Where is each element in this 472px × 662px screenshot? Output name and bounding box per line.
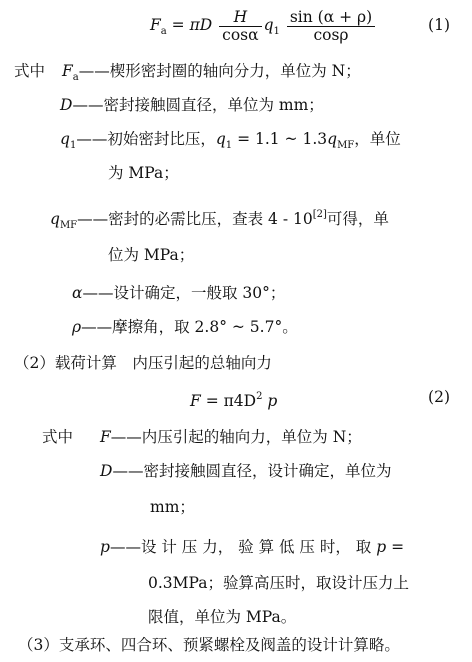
where1-item-D: D——密封接触圆直径，单位为 mm； bbox=[60, 96, 324, 114]
equation-2: $F = \pi 4D^2$ p bbox=[190, 391, 278, 410]
equation-1: $F_a = \pi D$ $\frac{H}{\cos\alpha}$ $q_1$ $\frac{\sin (\alpha + \rho)}{\cos\rho}$ bbox=[150, 4, 377, 53]
where2-label: 式中 bbox=[42, 428, 74, 446]
where1-item-alpha: α——设计确定，一般取 30°； bbox=[72, 284, 286, 302]
where2-item-p: p——设 计 压 力， 验 算 低 压 时， 取 p = bbox=[100, 538, 405, 556]
where1-item-q1-cont: 为 MPa； bbox=[108, 164, 179, 182]
where2-item-p-cont2: 限值，单位为 MPa。 bbox=[148, 608, 297, 626]
eq1-fraction-1: $\frac{H}{\cos\alpha}$ bbox=[219, 9, 261, 44]
where2-item-D-cont: mm； bbox=[150, 498, 195, 516]
where1-label: 式中 bbox=[14, 62, 46, 80]
where1-item-q1: $q_1——$初始密封比压，$q_1 = 1.1$ ~ $1.3q_{MF}$，单位 bbox=[60, 130, 401, 151]
eq1-number: (1) bbox=[428, 16, 450, 34]
eq1-lhs: F bbox=[150, 16, 161, 34]
where1-item-Fa: $F_a——$楔形密封圈的轴向分力，单位为 N； bbox=[62, 62, 361, 83]
where1-item-qMF-cont: 位为 MPa； bbox=[108, 246, 195, 264]
eq1-fraction-2: $\frac{\sin (\alpha + \rho)}{\cos\rho}$ bbox=[287, 9, 375, 44]
section-2-heading: （2）载荷计算 内压引起的总轴向力 bbox=[14, 354, 272, 372]
eq2-number: (2) bbox=[428, 388, 450, 406]
where1-item-rho: ρ——摩擦角，取 2.8° ~ 5.7°。 bbox=[72, 318, 298, 336]
where2-item-D: D——密封接触圆直径，设计确定，单位为 bbox=[100, 462, 392, 480]
section-3-text: （3）支承环、四合环、预紧螺栓及阀盖的设计计算略。 bbox=[18, 636, 400, 654]
where2-item-p-cont: 0.3MPa；验算高压时，取设计压力上 bbox=[148, 574, 409, 592]
where1-item-qMF: $q_{MF}——$密封的必需比压，查表 4 - 10[2]可得，单 bbox=[50, 209, 389, 231]
where2-item-F: F——内压引起的轴向力，单位为 N； bbox=[100, 428, 362, 446]
